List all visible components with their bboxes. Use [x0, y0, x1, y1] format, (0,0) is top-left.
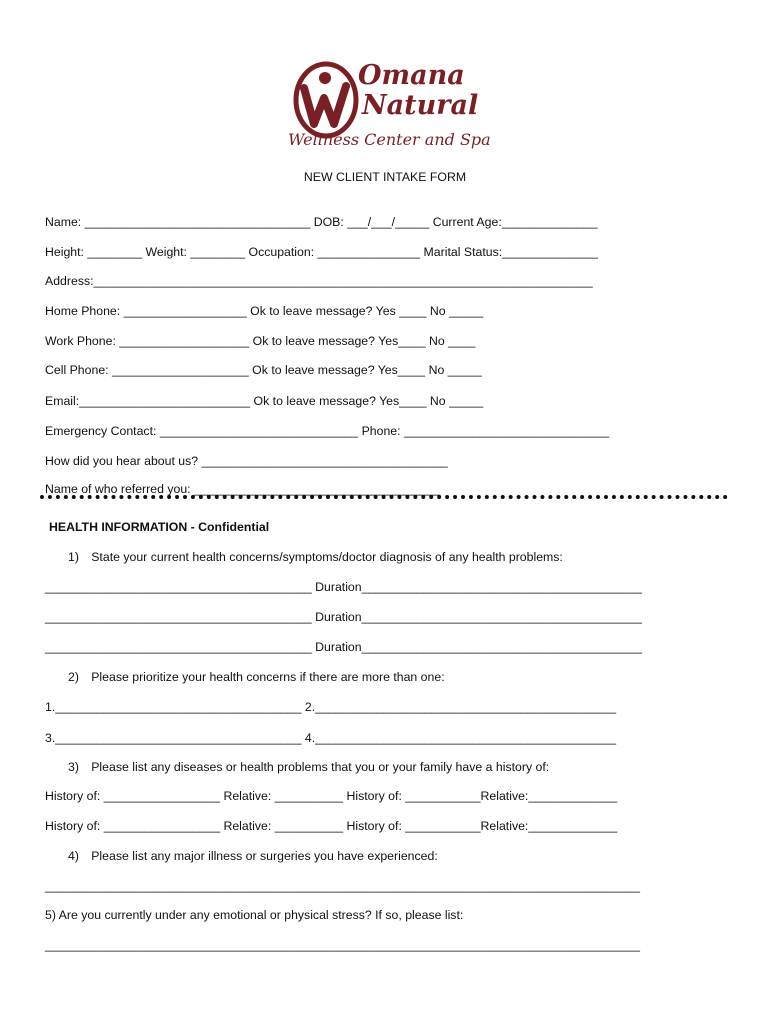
priority-line[interactable]: 3.____________________________________ 4.____________________________________________	[45, 731, 617, 745]
home-phone-line[interactable]: Home Phone: __________________ Ok to leave message? Yes ____ No _____	[45, 304, 484, 318]
concern-duration-line[interactable]: _______________________________________ Duration_________________________________________	[45, 580, 643, 594]
section-divider	[40, 495, 728, 499]
referred-by-line[interactable]: Name of who referred you: ____________________________________	[45, 482, 441, 496]
address-line[interactable]: Address:_________________________________________________________________________	[45, 274, 593, 288]
logo	[288, 58, 492, 156]
name-dob-age-line[interactable]: Name: _________________________________ DOB: ___/___/_____ Current Age:______________	[45, 215, 598, 229]
email-line[interactable]: Email:_________________________ Ok to leave message? Yes____ No _____	[45, 394, 484, 408]
logo-word-omana: Omana	[358, 60, 465, 91]
history-line[interactable]: History of: _________________ Relative: __________ History of: ___________Relative:_____________	[45, 789, 618, 803]
cell-phone-line[interactable]: Cell Phone: ____________________ Ok to leave message? Yes____ No _____	[45, 363, 482, 377]
question-3: 3) Please list any diseases or health problems that you or your family have a history of:	[68, 760, 550, 774]
question-2: 2) Please prioritize your health concerns if there are more than one:	[68, 670, 445, 684]
height-weight-occupation-line[interactable]: Height: ________ Weight: ________ Occupation: _______________ Marital Status:______________	[45, 245, 598, 259]
question-5: 5) Are you currently under any emotional or physical stress? If so, please list:	[45, 908, 464, 922]
stress-line[interactable]: _______________________________________________________________________________________	[45, 938, 640, 952]
history-line[interactable]: History of: _________________ Relative: __________ History of: ___________Relative:_____________	[45, 819, 618, 833]
work-phone-line[interactable]: Work Phone: ___________________ Ok to leave message? Yes____ No ____	[45, 334, 476, 348]
priority-line[interactable]: 1.____________________________________ 2.____________________________________________	[45, 700, 617, 714]
emergency-contact-line[interactable]: Emergency Contact: _____________________________ Phone: ______________________________	[45, 424, 610, 438]
illness-surgeries-line[interactable]: _______________________________________________________________________________________	[45, 879, 640, 893]
question-4: 4) Please list any major illness or surgeries you have experienced:	[68, 849, 438, 863]
health-section-heading: HEALTH INFORMATION - Confidential	[49, 520, 270, 534]
hear-about-us-line[interactable]: How did you hear about us? ____________________________________	[45, 454, 448, 468]
question-1: 1) State your current health concerns/symptoms/doctor diagnosis of any health problems:	[68, 550, 563, 564]
form-title: NEW CLIENT INTAKE FORM	[303, 170, 467, 184]
logo-word-natural: Natural	[362, 90, 479, 121]
omana-logo-mark-icon	[292, 58, 362, 140]
concern-duration-line[interactable]: _______________________________________ Duration_________________________________________	[45, 610, 643, 624]
logo-tagline: Wellness Center and Spa	[288, 130, 491, 149]
concern-duration-line[interactable]: _______________________________________ Duration_________________________________________	[45, 640, 643, 654]
